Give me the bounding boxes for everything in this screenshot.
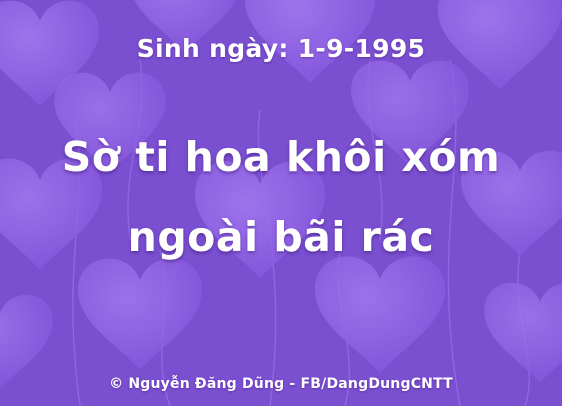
credit-text: © Nguyễn Đăng Dũng - FB/DangDungCNTT — [109, 376, 453, 392]
title-line-1: Sờ ti hoa khôi xóm — [61, 133, 501, 181]
birthday-text: Sinh ngày: 1-9-1995 — [136, 34, 426, 63]
title-line-2: ngoài bãi rác — [127, 213, 435, 261]
